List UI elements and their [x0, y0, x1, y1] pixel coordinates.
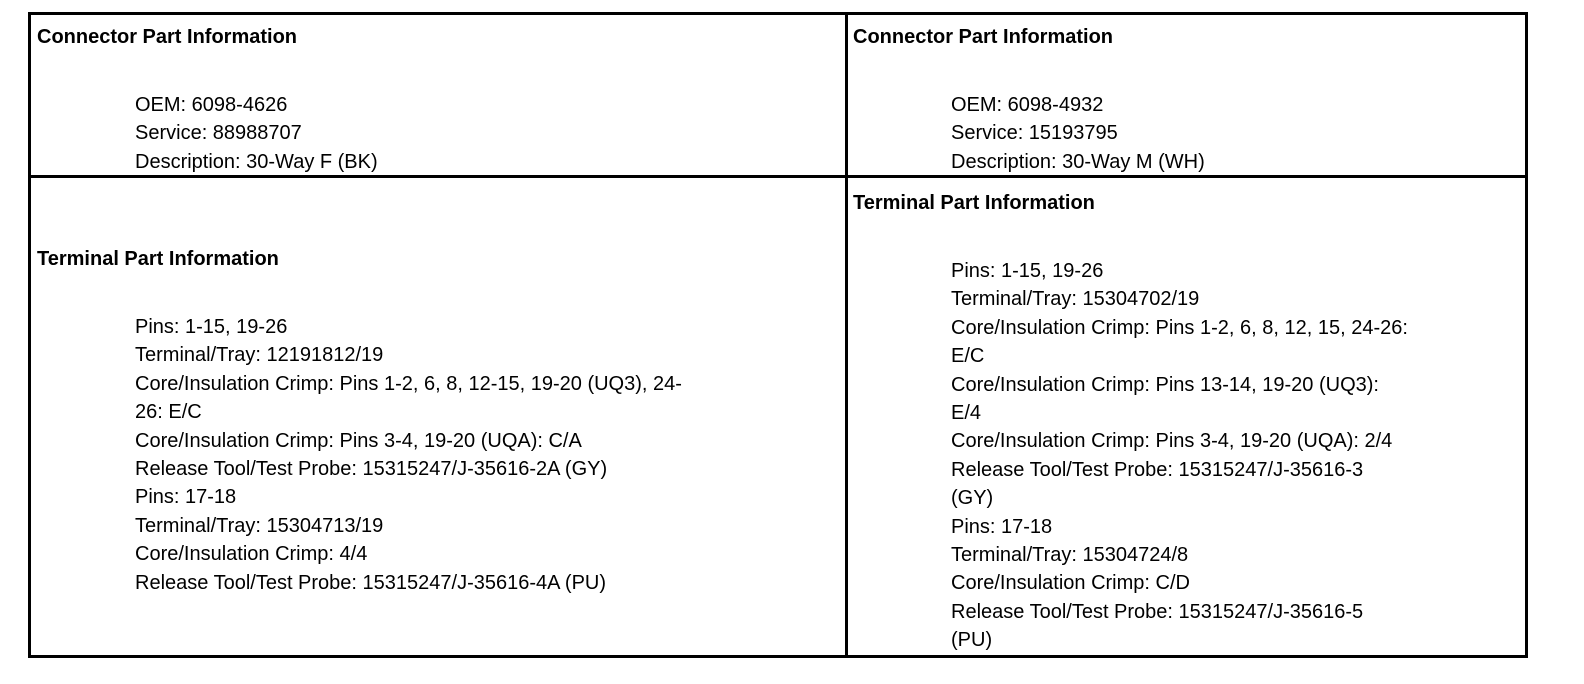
right-terminal-line: Terminal/Tray: 15304702/19: [951, 288, 1200, 311]
right-connector-service: Service: 15193795: [951, 122, 1118, 145]
right-terminal-line: Core/Insulation Crimp: C/D: [951, 572, 1190, 595]
left-connector-description: Description: 30-Way F (BK): [135, 150, 378, 173]
left-connector-service: Service: 88988707: [135, 122, 302, 145]
left-terminal-line: Terminal/Tray: 15304713/19: [135, 514, 384, 537]
right-connector-heading: Connector Part Information: [853, 26, 1114, 48]
right-terminal-details: [951, 257, 1408, 655]
right-terminal-line: Release Tool/Test Probe: 15315247/J-35616-5: [951, 600, 1364, 623]
right-terminal-line: (PU): [951, 629, 993, 652]
right-connector-oem: OEM: 6098-4932: [951, 94, 1104, 116]
right-terminal-line: Pins: 17-18: [951, 515, 1053, 538]
column-divider: [845, 15, 848, 655]
right-terminal-heading: Terminal Part Information: [853, 192, 1095, 214]
left-terminal-line: 26: E/C: [135, 401, 202, 424]
right-terminal-line: Pins: 1-15, 19-26: [951, 260, 1104, 282]
right-terminal-line: E/4: [951, 402, 982, 425]
left-terminal-line: Core/Insulation Crimp: Pins 3-4, 19-20 (UQA): C/A: [135, 429, 582, 452]
right-terminal-line: Core/Insulation Crimp: Pins 1-2, 6, 8, 12, 15, 24-26:: [951, 316, 1408, 339]
left-terminal-line: Release Tool/Test Probe: 15315247/J-35616-2A (GY): [135, 458, 608, 481]
left-connector-oem: OEM: 6098-4626: [135, 94, 288, 116]
left-terminal-details: [135, 313, 682, 597]
left-terminal-heading: Terminal Part Information: [37, 248, 279, 270]
left-terminal-line: Core/Insulation Crimp: Pins 1-2, 6, 8, 12-15, 19-20 (UQ3), 24-: [135, 372, 682, 395]
right-terminal-line: Release Tool/Test Probe: 15315247/J-35616-3: [951, 458, 1364, 481]
right-connector-details: [951, 91, 1205, 176]
right-terminal-line: Core/Insulation Crimp: Pins 3-4, 19-20 (UQA): 2/4: [951, 430, 1393, 453]
left-terminal-line: Release Tool/Test Probe: 15315247/J-35616-4A (PU): [135, 571, 607, 594]
left-connector-heading: Connector Part Information: [37, 26, 298, 48]
right-terminal-line: Core/Insulation Crimp: Pins 13-14, 19-20 (UQ3):: [951, 373, 1379, 396]
left-terminal-line: Pins: 1-15, 19-26: [135, 316, 288, 338]
connector-info-table: [28, 12, 1528, 658]
left-connector-details: [135, 91, 378, 176]
left-terminal-line: Core/Insulation Crimp: 4/4: [135, 543, 368, 566]
right-terminal-line: (GY): [951, 487, 994, 510]
right-connector-description: Description: 30-Way M (WH): [951, 150, 1205, 173]
right-terminal-line: E/C: [951, 345, 985, 368]
left-terminal-line: Terminal/Tray: 12191812/19: [135, 344, 384, 367]
left-terminal-line: Pins: 17-18: [135, 486, 237, 509]
right-terminal-line: Terminal/Tray: 15304724/8: [951, 544, 1189, 567]
